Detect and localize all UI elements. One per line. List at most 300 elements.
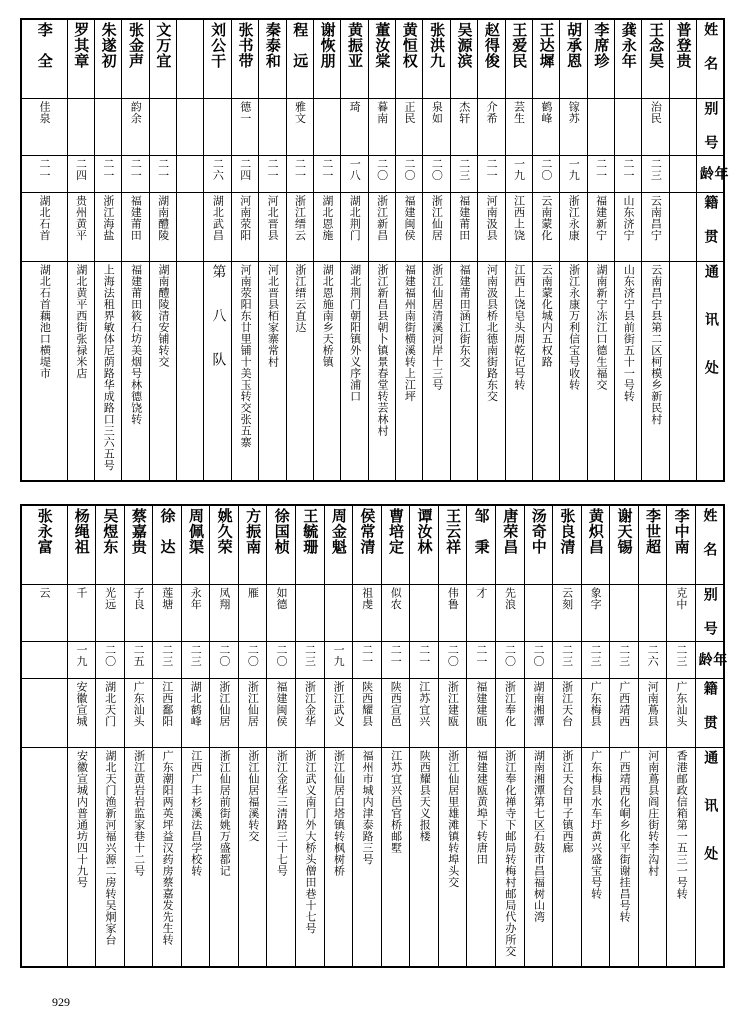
header-label: 别 号 [701,587,718,638]
cell-name [267,505,296,585]
age-text: 二〇 [503,644,517,667]
age-text: 二三 [674,644,688,667]
alias-text: 如德 [274,587,288,610]
cell-address [324,748,353,968]
cell-alias [21,585,67,642]
cell-native [505,193,532,262]
cell-native [467,679,496,748]
header-label: 别 号 [702,101,719,152]
cell-native [181,679,210,748]
cell-native [587,193,614,262]
cell-native [478,193,505,262]
cell-native [259,193,286,262]
name-text: 周金魁 [329,508,348,555]
address-text: 福建莆田涵江街东交 [458,264,472,368]
roster-table-team-8 [20,18,729,482]
alias-text: 鹤峰 [539,101,553,124]
cell-age [238,642,267,679]
header-label: 籍 贯 [701,681,718,732]
cell-alias [124,585,153,642]
alias-text: 先浪 [503,587,517,610]
cell-age [210,642,239,679]
cell-address [642,262,669,482]
native-text: 陕西耀县 [360,681,374,727]
cell-age [423,156,450,193]
cell-alias [587,99,614,156]
age-text: 二〇 [274,644,288,667]
age-text: 二四 [74,158,88,181]
cell-address [204,262,231,482]
name-text: 杨绳祖 [72,508,91,555]
name-text: 李席珍 [592,22,611,69]
cell-native [67,193,94,262]
column-header-name [695,505,724,585]
native-text: 福建闽侯 [274,681,288,727]
address-text: 浙江仙居白塔镇转枫树桥 [332,750,346,877]
name-text: 谢恢朋 [318,22,337,69]
address-text: 陕西耀县天义报楼 [418,750,432,842]
native-text: 江西上饶 [512,195,526,241]
column-header-age [695,642,728,684]
cell-alias [667,585,696,642]
address-text: 江西广丰杉溪法昌学校转 [189,750,203,877]
address-text: 浙江武义南门外大桥头僧田巷十七号 [303,750,317,934]
cell-age [259,156,286,193]
native-text: 江西鄱阳 [160,681,174,727]
address-text: 浙江仙居前街姚万盛都记 [218,750,232,877]
address-text: 福建福州南街横溪转上江坪 [403,264,417,402]
cell-address [524,748,553,968]
cell-age [353,642,382,679]
address-text: 广东潮阳两英坪益汉药房蔡嘉发先生转 [161,750,175,946]
name-text: 汤奇中 [529,508,548,555]
address-text: 浙江仙居福溪转交 [246,750,260,842]
cell-address [124,748,153,968]
address-text: 浙江缙云直达 [293,264,307,333]
cell-native [381,679,410,748]
cell-age [410,642,439,679]
age-text: 二一 [129,158,143,181]
alias-text: 雁 [246,587,260,599]
age-text: 二一 [485,158,499,181]
cell-name [353,505,382,585]
cell-age [204,156,231,193]
cell-age [669,156,696,193]
cell-alias [553,585,582,642]
name-text: 唐荣昌 [501,508,520,555]
address-text: 湖北荆门朝阳镇外义序浦口 [348,264,362,402]
cell-name [669,19,696,99]
native-text: 福建莆田 [457,195,471,241]
column-header-address [695,748,724,968]
native-text: 江苏宜兴 [417,681,431,727]
cell-age [610,642,639,679]
cell-address [21,262,67,482]
name-text: 吴源滨 [455,22,474,69]
age-text: 二三 [589,644,603,667]
cell-address [181,748,210,968]
column-header-alias [697,99,724,156]
cell-address [368,262,395,482]
age-text: 二一 [101,158,115,181]
cell-address [94,262,121,482]
cell-name [204,19,231,99]
age-text: 二六 [211,158,225,181]
cell-name [396,19,423,99]
cell-native [149,193,176,262]
name-text: 李 全 [35,22,54,69]
cell-native [610,679,639,748]
cell-alias [313,99,340,156]
column-header-name [697,19,724,99]
native-text: 浙江仙居 [430,195,444,241]
cell-alias [638,585,667,642]
address-text: 浙江黄岩岩监家巷十二号 [132,750,146,877]
cell-name [467,505,496,585]
header-label: 通 讯 处 [702,750,719,870]
cell-native [532,193,559,262]
cell-age [532,156,559,193]
cell-native [368,193,395,262]
native-text: 福建建瓯 [474,681,488,727]
alias-text: 镓苏 [567,101,581,124]
native-text: 广东汕头 [674,681,688,727]
name-text: 刘公干 [209,22,228,69]
cell-alias [286,99,313,156]
native-text: 浙江奉化 [503,681,517,727]
cell-alias [149,99,176,156]
age-text: 二一 [594,158,608,181]
alias-text: 光远 [103,587,117,610]
cell-native [669,193,696,262]
name-text: 张书带 [236,22,255,69]
native-text: 浙江新昌 [375,195,389,241]
cell-name [94,19,121,99]
cell-native [296,679,325,748]
cell-alias [96,585,125,642]
cell-name [181,505,210,585]
cell-native [286,193,313,262]
name-text: 徐国桢 [272,508,291,555]
native-text: 广东汕头 [132,681,146,727]
cell-alias [267,585,296,642]
cell-address [505,262,532,482]
native-text: 云南蒙化 [539,195,553,241]
cell-address [96,748,125,968]
age-text: 一九 [332,644,346,667]
cell-age [96,642,125,679]
cell-native [450,193,477,262]
cell-name [638,505,667,585]
cell-native [21,679,67,748]
cell-address [210,748,239,968]
name-text: 王念昊 [647,22,666,69]
cell-address [495,748,524,968]
native-text: 浙江金华 [303,681,317,727]
cell-address [67,748,96,968]
age-text: 二六 [646,644,660,667]
cell-alias [353,585,382,642]
name-text: 曹培定 [386,508,405,555]
age-text: 二一 [389,644,403,667]
cell-alias [495,585,524,642]
native-text: 福建闽侯 [402,195,416,241]
address-text: 浙江奉化禅寺下邮局转梅村邮局代办所交 [503,750,517,957]
address-text: 云南昌宁县第二区柯模乡新民村 [649,264,663,425]
cell-native [495,679,524,748]
native-text: 贵州黄平 [74,195,88,241]
age-text: 二三 [160,644,174,667]
cell-alias [615,99,642,156]
cell-native [177,193,204,262]
cell-native [638,679,667,748]
age-text: 二〇 [402,158,416,181]
address-text: 湖南新宁冻江口德生福交 [594,264,608,391]
address-text: 湖南湘潭第七区石鼓市昌福树山湾 [532,750,546,923]
native-text: 浙江仙居 [217,681,231,727]
address-text: 江苏宜兴邑官桥邮墅 [389,750,403,854]
native-text: 湖南湘潭 [532,681,546,727]
cell-address [478,262,505,482]
address-text: 浙江仙居里雄滩镇转埠头交 [446,750,460,888]
name-text: 李世超 [644,508,663,555]
cell-age [368,156,395,193]
alias-text: 琦 [348,101,362,113]
native-text: 湖北天门 [103,681,117,727]
address-text: 湖南醴陵清安铺转交 [156,264,170,368]
table-row-age [21,156,724,193]
cell-name [67,505,96,585]
native-text: 河北晋县 [266,195,280,241]
cell-address [438,748,467,968]
age-text: 二〇 [246,644,260,667]
roster-table-continued [20,504,728,968]
column-header-age [697,156,729,198]
cell-alias [238,585,267,642]
cell-alias [67,585,96,642]
native-text: 湖北武昌 [211,195,225,241]
age-text: 二三 [457,158,471,181]
name-text: 吴煜东 [101,508,120,555]
cell-name [615,19,642,99]
age-text: 二三 [303,644,317,667]
cell-alias [438,585,467,642]
name-text: 谢天锡 [615,508,634,555]
cell-alias [341,99,368,156]
cell-age [267,642,296,679]
table-row-alias [21,585,724,642]
cell-native [96,679,125,748]
age-text: 二〇 [375,158,389,181]
address-text: 河南汲县桥北德南街路东交 [485,264,499,402]
name-text: 王毓珊 [301,508,320,555]
name-text: 罗其章 [72,22,91,69]
alias-text: 才 [474,587,488,599]
cell-name [210,505,239,585]
native-text: 河南荥阳 [238,195,252,241]
cell-address [410,748,439,968]
alias-text: 凤翔 [217,587,231,610]
cell-alias [581,585,610,642]
cell-name [296,505,325,585]
address-text: 浙江永康万利信宝号收转 [567,264,581,391]
age-text: 二一 [266,158,280,181]
native-text: 浙江永康 [567,195,581,241]
cell-alias [204,99,231,156]
age-text: 二一 [417,644,431,667]
alias-text: 雅文 [293,101,307,124]
cell-name [124,505,153,585]
alias-text: 克中 [674,587,688,610]
cell-age [524,642,553,679]
column-header-native [695,679,724,748]
cell-age [560,156,587,193]
cell-address [581,748,610,968]
cell-age [177,156,204,193]
cell-address [423,262,450,482]
cell-address [153,748,182,968]
name-text: 张金声 [126,22,145,69]
age-text: 二三 [649,158,663,181]
cell-age [438,642,467,679]
name-text: 龚永年 [619,22,638,69]
alias-text: 伟鲁 [446,587,460,610]
table-gap [20,482,723,504]
cell-age [153,642,182,679]
cell-address [122,262,149,482]
cell-native [353,679,382,748]
address-text: 河南荥阳东廿里铺十美玉转交张五寨 [239,264,253,448]
native-text: 山东济宁 [621,195,635,241]
cell-alias [21,99,67,156]
alias-text: 芸生 [512,101,526,124]
cell-alias [259,99,286,156]
cell-native [204,193,231,262]
table-row-name [21,505,724,585]
cell-address [231,262,258,482]
age-text: 二四 [238,158,252,181]
alias-text: 暮南 [375,101,389,124]
cell-address [341,262,368,482]
alias-text: 子良 [132,587,146,610]
cell-native [553,679,582,748]
native-text: 湖北石首 [38,195,52,241]
cell-native [438,679,467,748]
cell-name [478,19,505,99]
cell-age [313,156,340,193]
cell-alias [560,99,587,156]
cell-address [177,262,204,482]
age-text: 二一 [293,158,307,181]
cell-alias [467,585,496,642]
cell-address [669,262,696,482]
cell-name [21,19,67,99]
name-text: 文万宜 [154,22,173,69]
cell-address [667,748,696,968]
alias-text: 正民 [402,101,416,124]
cell-name [96,505,125,585]
cell-name [231,19,258,99]
alias-text: 千 [75,587,89,599]
cell-address [610,748,639,968]
age-text: 二一 [156,158,170,181]
cell-name [587,19,614,99]
cell-age [553,642,582,679]
age-text: 二一 [38,158,52,181]
cell-name [122,19,149,99]
alias-text: 泉如 [430,101,444,124]
cell-address [467,748,496,968]
cell-age [21,642,67,679]
name-text: 李中南 [672,508,691,555]
address-text: 浙江新昌县朝卜镇景春堂转芸林村 [375,264,389,437]
cell-name [341,19,368,99]
cell-native [396,193,423,262]
native-text: 河南蔦县 [646,681,660,727]
cell-alias [642,99,669,156]
cell-name [149,19,176,99]
cell-address [381,748,410,968]
cell-age [638,642,667,679]
cell-alias [181,585,210,642]
cell-address [267,748,296,968]
cell-name [581,505,610,585]
native-text: 云南昌宁 [649,195,663,241]
cell-alias [450,99,477,156]
alias-text: 杰轩 [457,101,471,124]
age-text: 二〇 [217,644,231,667]
cell-age [667,642,696,679]
cell-native [238,679,267,748]
cell-native [423,193,450,262]
cell-age [505,156,532,193]
native-text: 福建莆田 [129,195,143,241]
cell-address [286,262,313,482]
native-text: 湖北荆门 [348,195,362,241]
address-text: 福建莆田筱石坊美烟号林德饶转 [129,264,143,425]
cell-age [21,156,67,193]
cell-native [21,193,67,262]
cell-native [124,679,153,748]
cell-age [286,156,313,193]
table-row-alias [21,99,724,156]
alias-text: 德一 [238,101,252,124]
address-text: 云南蒙化城内五权路 [540,264,554,368]
cell-address [296,748,325,968]
cell-name [495,505,524,585]
address-text: 安徽宣城内普通坊四十九号 [75,750,89,888]
table-row-name [21,19,724,99]
name-text: 王达墀 [537,22,556,69]
cell-native [667,679,696,748]
alias-text: 祖虔 [360,587,374,610]
name-text: 王云祥 [444,508,463,555]
cell-name [313,19,340,99]
name-text: 胡承恩 [564,22,583,69]
age-text: 二一 [320,158,334,181]
address-text: 第 八 队 [210,264,227,374]
address-text: 香港邮政信箱第一五三一号转 [675,750,689,900]
native-text: 浙江天台 [560,681,574,727]
age-text: 二〇 [539,158,553,181]
cell-age [231,156,258,193]
cell-name [438,505,467,585]
alias-text: 象字 [589,587,603,610]
address-text: 浙江仙居清溪河岸十三号 [430,264,444,391]
age-text: 一九 [567,158,581,181]
cell-native [210,679,239,748]
cell-native [410,679,439,748]
